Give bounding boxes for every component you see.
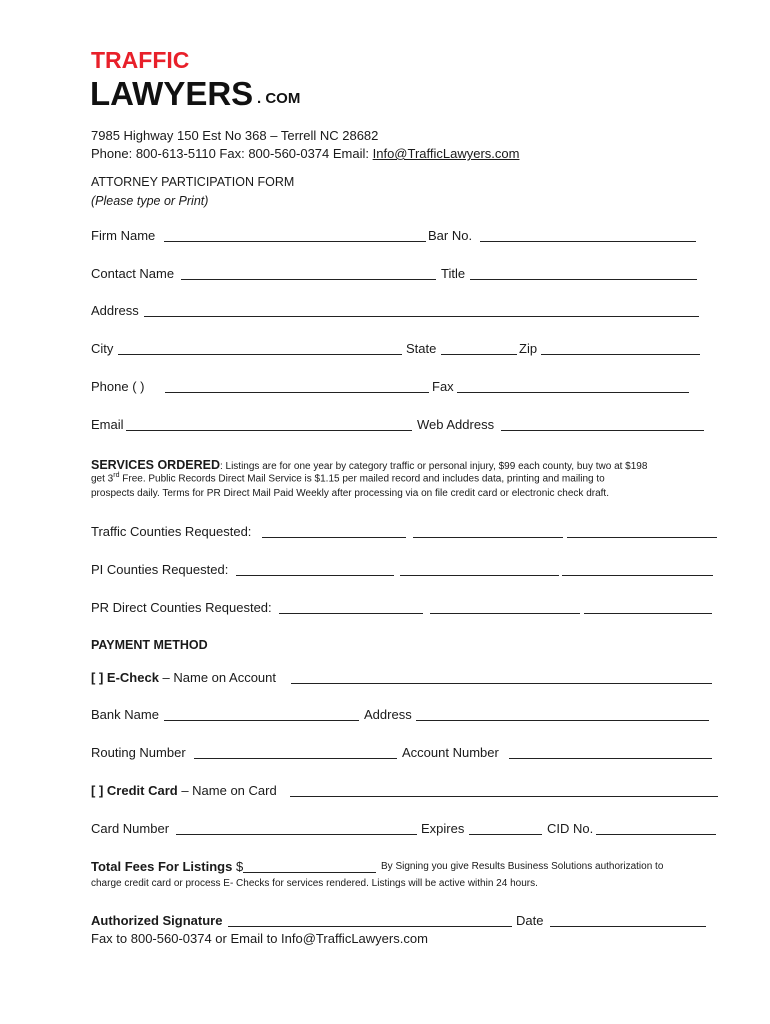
echeck-label: E-Check (106, 670, 159, 685)
phone-label: Phone ( ) (91, 379, 145, 394)
authorization-text-1: By Signing you give Results Business Solutions authorization to (381, 861, 664, 872)
zip-field[interactable] (541, 354, 700, 355)
authorization-text-2: charge credit card or process E- Checks for services rendered. Listings will be active within 24 hours. (91, 878, 538, 889)
web-address-label: Web Address (417, 417, 495, 432)
account-number-field[interactable] (509, 758, 712, 759)
city-label: City (91, 341, 114, 356)
contact-name-label: Contact Name (91, 266, 175, 281)
bank-name-label: Bank Name (91, 707, 159, 722)
fax-field[interactable] (457, 392, 689, 393)
firm-name-label: Firm Name (91, 228, 156, 243)
services-sup: rd (113, 472, 120, 479)
cid-field[interactable] (596, 834, 716, 835)
total-fees-field[interactable] (243, 872, 376, 873)
services-text-2b: Free. Public Records Direct Mail Service is $1.15 per mailed record and includes data, printing and mailing to (119, 473, 605, 485)
state-label: State (406, 341, 437, 356)
company-phone-line (91, 146, 519, 161)
web-address-field[interactable] (501, 430, 704, 431)
card-name-field[interactable] (290, 796, 718, 797)
bank-address-label: Address (364, 707, 412, 722)
bank-address-field[interactable] (416, 720, 709, 721)
pr-county-field-3[interactable] (584, 613, 712, 614)
logo-com: . COM (257, 90, 301, 107)
fax-label: Fax (432, 379, 454, 394)
footer-instructions: Fax to 800-560-0374 or Email to Info@TrafficLawyers.com (91, 931, 428, 946)
firm-name-field[interactable] (164, 241, 426, 242)
services-heading: SERVICES ORDERED (91, 458, 220, 472)
total-fees-label: Total Fees For Listings (91, 859, 233, 874)
traffic-county-field-2[interactable] (413, 537, 563, 538)
pi-counties-label: PI Counties Requested: (91, 562, 229, 577)
title-label: Title (441, 266, 466, 281)
traffic-county-field-3[interactable] (567, 537, 717, 538)
logo-lawyers: LAWYERS (90, 75, 254, 112)
routing-number-label: Routing Number (91, 745, 186, 760)
pi-county-field-3[interactable] (562, 575, 713, 576)
credit-card-line (91, 783, 277, 798)
pi-county-field-1[interactable] (236, 575, 394, 576)
date-field[interactable] (550, 926, 706, 927)
echeck-name-field[interactable] (291, 683, 712, 684)
payment-heading: PAYMENT METHOD (91, 638, 208, 652)
card-name-label: – Name on Card (177, 783, 277, 798)
routing-number-field[interactable] (194, 758, 397, 759)
email-link[interactable]: Info@TrafficLawyers.com (372, 146, 520, 161)
state-field[interactable] (441, 354, 517, 355)
date-label: Date (516, 913, 544, 928)
echeck-checkbox[interactable]: [ ] (91, 670, 104, 685)
card-number-label: Card Number (91, 821, 170, 836)
echeck-name-label: – Name on Account (158, 670, 277, 685)
cid-label: CID No. (547, 821, 594, 836)
phone-fax-text: Phone: 800-613-5110 Fax: 800-560-0374 Email: (91, 146, 373, 161)
echeck-line (91, 670, 276, 685)
form-title: ATTORNEY PARTICIPATION FORM (91, 175, 295, 189)
address-label: Address (91, 303, 139, 318)
bank-name-field[interactable] (164, 720, 359, 721)
credit-card-label: Credit Card (106, 783, 178, 798)
pr-county-field-2[interactable] (430, 613, 580, 614)
pi-county-field-2[interactable] (400, 575, 559, 576)
card-number-field[interactable] (176, 834, 417, 835)
pr-county-field-1[interactable] (279, 613, 423, 614)
services-line-2 (91, 472, 605, 484)
credit-card-checkbox[interactable]: [ ] (91, 783, 104, 798)
signature-label: Authorized Signature (91, 913, 223, 928)
dollar-sign: $ (232, 859, 244, 874)
traffic-counties-label: Traffic Counties Requested: (91, 524, 252, 539)
services-line-3: prospects daily. Terms for PR Direct Mail Paid Weekly after processing via on file credit card or electronic check draft. (91, 488, 609, 499)
bar-no-label: Bar No. (428, 228, 473, 243)
account-number-label: Account Number (402, 745, 499, 760)
bar-no-field[interactable] (480, 241, 696, 242)
company-address: 7985 Highway 150 Est No 368 – Terrell NC 28682 (91, 128, 379, 143)
services-text-1: : Listings are for one year by category traffic or personal injury, $99 each county, buy two at $198 (219, 461, 648, 472)
contact-name-field[interactable] (181, 279, 436, 280)
email-field[interactable] (126, 430, 412, 431)
signature-field[interactable] (228, 926, 512, 927)
city-field[interactable] (118, 354, 402, 355)
zip-label: Zip (519, 341, 538, 356)
form-subtitle: (Please type or Print) (91, 194, 209, 208)
services-text-2a: get 3 (91, 473, 114, 485)
logo-traffic: TRAFFIC (91, 47, 190, 73)
pr-counties-label: PR Direct Counties Requested: (91, 600, 272, 615)
email-label: Email (91, 417, 124, 432)
address-field[interactable] (144, 316, 699, 317)
traffic-county-field-1[interactable] (262, 537, 406, 538)
expires-label: Expires (421, 821, 465, 836)
title-field[interactable] (470, 279, 697, 280)
expires-field[interactable] (469, 834, 542, 835)
phone-field[interactable] (165, 392, 429, 393)
total-fees-line (91, 859, 243, 874)
